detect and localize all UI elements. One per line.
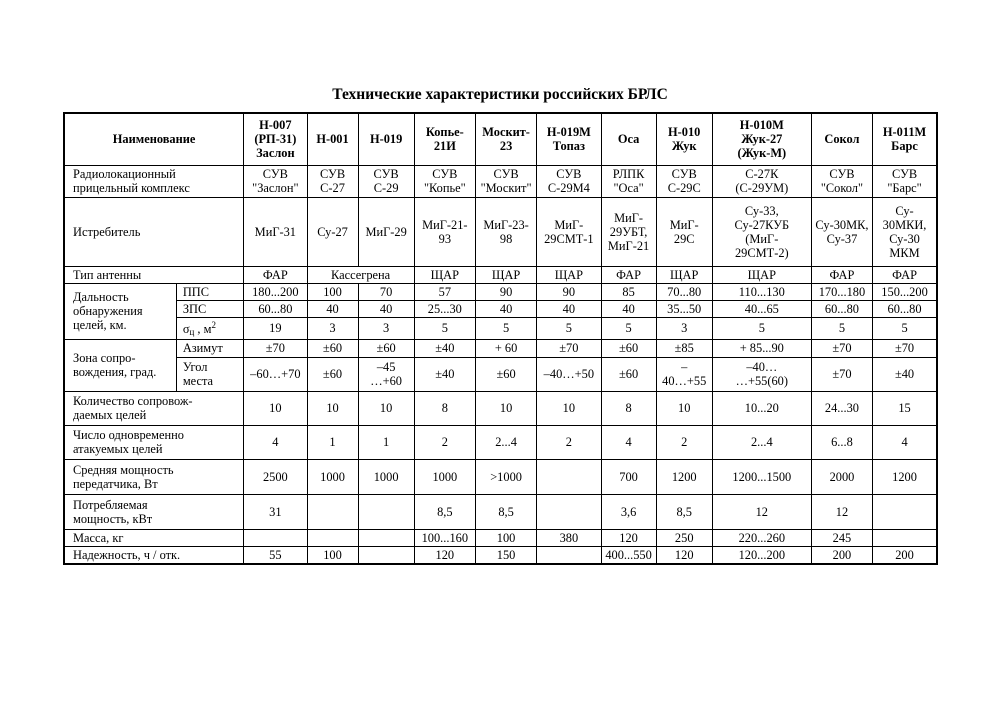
sub-label: Азимут xyxy=(176,339,243,357)
cell: – 40…+55 xyxy=(656,357,712,391)
cell: 120 xyxy=(601,529,656,546)
cell: Су- 30МКИ, Су-30 МКМ xyxy=(873,197,937,266)
cell: 85 xyxy=(601,283,656,300)
cell: 60...80 xyxy=(811,300,872,317)
header-col: Н-019 xyxy=(358,113,414,165)
cell: МиГ-21- 93 xyxy=(414,197,475,266)
cell: ЩАР xyxy=(475,266,536,283)
cell: ±70 xyxy=(244,339,307,357)
sub-label: ЗПС xyxy=(176,300,243,317)
header-col: Копье- 21И xyxy=(414,113,475,165)
cell xyxy=(358,546,414,564)
sub-label: Угол места xyxy=(176,357,243,391)
cell: ФАР xyxy=(811,266,872,283)
cell: 170...180 xyxy=(811,283,872,300)
cell: 8 xyxy=(414,391,475,425)
cell: 5 xyxy=(537,317,601,339)
cell: ±60 xyxy=(601,357,656,391)
cell: 40 xyxy=(475,300,536,317)
cell: 150 xyxy=(475,546,536,564)
cell: >1000 xyxy=(475,459,536,494)
cell: РЛПК "Оса" xyxy=(601,165,656,197)
cell: 1200 xyxy=(873,459,937,494)
cell: СУВ "Копье" xyxy=(414,165,475,197)
cell: 200 xyxy=(873,546,937,564)
cell: 8,5 xyxy=(414,494,475,529)
cell: 4 xyxy=(244,425,307,459)
header-col: Н-001 xyxy=(307,113,358,165)
row-reliability xyxy=(64,546,937,564)
cell: 1 xyxy=(358,425,414,459)
cell xyxy=(537,459,601,494)
row-sigma xyxy=(64,317,937,339)
cell xyxy=(537,494,601,529)
cell: МиГ- 29УБТ, МиГ-21 xyxy=(601,197,656,266)
header-col: Оса xyxy=(601,113,656,165)
cell: 19 xyxy=(244,317,307,339)
cell: 15 xyxy=(873,391,937,425)
cell: 90 xyxy=(475,283,536,300)
cell: ЩАР xyxy=(414,266,475,283)
cell: 4 xyxy=(873,425,937,459)
cell: 25...30 xyxy=(414,300,475,317)
row-attacked xyxy=(64,425,937,459)
cell: 10 xyxy=(358,391,414,425)
cell: СУВ С-27 xyxy=(307,165,358,197)
cell: 12 xyxy=(712,494,811,529)
cell: ±70 xyxy=(537,339,601,357)
cell: МиГ-29 xyxy=(358,197,414,266)
cell: МиГ-23- 98 xyxy=(475,197,536,266)
cell xyxy=(244,529,307,546)
cell: 100...160 xyxy=(414,529,475,546)
cell: ФАР xyxy=(601,266,656,283)
cell: 2 xyxy=(656,425,712,459)
cell: 31 xyxy=(244,494,307,529)
row-pps xyxy=(64,283,937,300)
cell: ±40 xyxy=(414,339,475,357)
cell: ЩАР xyxy=(537,266,601,283)
cell: 8,5 xyxy=(656,494,712,529)
cell: 5 xyxy=(475,317,536,339)
cell: 380 xyxy=(537,529,601,546)
cell: 40 xyxy=(537,300,601,317)
cell: 5 xyxy=(414,317,475,339)
cell: ±40 xyxy=(873,357,937,391)
cell: СУВ "Заслон" xyxy=(244,165,307,197)
cell: 120 xyxy=(414,546,475,564)
cell: 4 xyxy=(601,425,656,459)
row-label: Средняя мощность передатчика, Вт xyxy=(64,459,244,494)
cell: 35...50 xyxy=(656,300,712,317)
row-label: Масса, кг xyxy=(64,529,244,546)
sub-label: ППС xyxy=(176,283,243,300)
cell: 1000 xyxy=(307,459,358,494)
cell: ±70 xyxy=(811,357,872,391)
cell: 24...30 xyxy=(811,391,872,425)
cell: 150...200 xyxy=(873,283,937,300)
cell: 60...80 xyxy=(873,300,937,317)
cell: 1200 xyxy=(656,459,712,494)
cell: ±70 xyxy=(811,339,872,357)
row-antenna xyxy=(64,266,937,283)
cell: ±60 xyxy=(358,339,414,357)
cell: МиГ-31 xyxy=(244,197,307,266)
row-label: Потребляемая мощность, кВт xyxy=(64,494,244,529)
header-col: Н-019М Топаз xyxy=(537,113,601,165)
cell: 2500 xyxy=(244,459,307,494)
cell: Су-33, Су-27КУБ (МиГ- 29СМТ-2) xyxy=(712,197,811,266)
cell: –60…+70 xyxy=(244,357,307,391)
cell: 5 xyxy=(811,317,872,339)
cell: 10 xyxy=(537,391,601,425)
cell xyxy=(358,494,414,529)
row-power xyxy=(64,459,937,494)
cell: ±60 xyxy=(601,339,656,357)
row-tracked xyxy=(64,391,937,425)
cell: 40 xyxy=(601,300,656,317)
cell: 10 xyxy=(307,391,358,425)
header-col: Н-011М Барс xyxy=(873,113,937,165)
cell: 200 xyxy=(811,546,872,564)
cell: Кассегрена xyxy=(307,266,414,283)
cell: СУВ "Москит" xyxy=(475,165,536,197)
cell: МиГ- 29С xyxy=(656,197,712,266)
cell: 12 xyxy=(811,494,872,529)
header-col: Н-010М Жук-27 (Жук-М) xyxy=(712,113,811,165)
cell: 5 xyxy=(712,317,811,339)
cell: 2000 xyxy=(811,459,872,494)
cell: ФАР xyxy=(244,266,307,283)
header-col: Москит- 23 xyxy=(475,113,536,165)
cell: –40…+50 xyxy=(537,357,601,391)
header-name: Наименование xyxy=(64,113,244,165)
cell xyxy=(307,529,358,546)
cell: ±60 xyxy=(307,357,358,391)
cell: 5 xyxy=(601,317,656,339)
cell: 2...4 xyxy=(712,425,811,459)
row-label: Зона сопро- вождения, град. xyxy=(64,339,176,391)
cell: ±70 xyxy=(873,339,937,357)
cell: 10 xyxy=(475,391,536,425)
cell: 60...80 xyxy=(244,300,307,317)
row-label: Тип антенны xyxy=(64,266,244,283)
cell: 1 xyxy=(307,425,358,459)
cell: 3 xyxy=(656,317,712,339)
cell: + 60 xyxy=(475,339,536,357)
row-label: Число одновременно атакуемых целей xyxy=(64,425,244,459)
cell: 1000 xyxy=(358,459,414,494)
row-label: Количество сопровож- даемых целей xyxy=(64,391,244,425)
sub-label-sigma: $\sigma_ц$ , $м^2$ xyxy=(176,317,243,339)
row-fighter xyxy=(64,197,937,266)
cell: –45 …+60 xyxy=(358,357,414,391)
cell: С-27К (С-29УМ) xyxy=(712,165,811,197)
cell: 3 xyxy=(307,317,358,339)
header-col: Сокол xyxy=(811,113,872,165)
header-row xyxy=(64,113,937,165)
radar-specs-table xyxy=(63,112,938,565)
cell: 2 xyxy=(537,425,601,459)
row-complex xyxy=(64,165,937,197)
cell: 70...80 xyxy=(656,283,712,300)
cell: 400...550 xyxy=(601,546,656,564)
cell: 10...20 xyxy=(712,391,811,425)
cell: 57 xyxy=(414,283,475,300)
cell: ±85 xyxy=(656,339,712,357)
cell xyxy=(358,529,414,546)
cell: 180...200 xyxy=(244,283,307,300)
cell: 6...8 xyxy=(811,425,872,459)
cell: 120...200 xyxy=(712,546,811,564)
cell: 10 xyxy=(244,391,307,425)
cell: ±60 xyxy=(475,357,536,391)
cell: 40...65 xyxy=(712,300,811,317)
cell: 120 xyxy=(656,546,712,564)
cell: 40 xyxy=(358,300,414,317)
cell: 100 xyxy=(307,283,358,300)
cell: 3 xyxy=(358,317,414,339)
row-consumed xyxy=(64,494,937,529)
cell: ±60 xyxy=(307,339,358,357)
cell: 110...130 xyxy=(712,283,811,300)
cell: Су-27 xyxy=(307,197,358,266)
cell: 2...4 xyxy=(475,425,536,459)
cell: 245 xyxy=(811,529,872,546)
cell xyxy=(537,546,601,564)
row-label: Радиолокационный прицельный комплекс xyxy=(64,165,244,197)
cell: 1200...1500 xyxy=(712,459,811,494)
cell: 90 xyxy=(537,283,601,300)
cell: 8 xyxy=(601,391,656,425)
row-elevation xyxy=(64,357,937,391)
cell: 5 xyxy=(873,317,937,339)
cell: 2 xyxy=(414,425,475,459)
cell: СУВ С-29 xyxy=(358,165,414,197)
cell: + 85...90 xyxy=(712,339,811,357)
cell: 3,6 xyxy=(601,494,656,529)
cell: 700 xyxy=(601,459,656,494)
cell: 1000 xyxy=(414,459,475,494)
header-col: Н-007 (РП-31) Заслон xyxy=(244,113,307,165)
cell: СУВ "Сокол" xyxy=(811,165,872,197)
row-mass xyxy=(64,529,937,546)
cell: ФАР xyxy=(873,266,937,283)
cell: ЩАР xyxy=(712,266,811,283)
cell: ЩАР xyxy=(656,266,712,283)
row-zps xyxy=(64,300,937,317)
cell: СУВ С-29М4 xyxy=(537,165,601,197)
cell: СУВ "Барс" xyxy=(873,165,937,197)
cell: 10 xyxy=(656,391,712,425)
cell xyxy=(873,494,937,529)
header-col: Н-010 Жук xyxy=(656,113,712,165)
cell: –40… …+55(60) xyxy=(712,357,811,391)
cell xyxy=(873,529,937,546)
row-label: Надежность, ч / отк. xyxy=(64,546,244,564)
cell: 70 xyxy=(358,283,414,300)
cell: ±40 xyxy=(414,357,475,391)
row-label: Дальность обнаружения целей, км. xyxy=(64,283,176,339)
row-azimuth xyxy=(64,339,937,357)
cell: 8,5 xyxy=(475,494,536,529)
cell: СУВ С-29С xyxy=(656,165,712,197)
row-label: Истребитель xyxy=(64,197,244,266)
cell: 55 xyxy=(244,546,307,564)
cell xyxy=(307,494,358,529)
page-title: Технические характеристики российских БРЛС xyxy=(332,86,668,103)
cell: 250 xyxy=(656,529,712,546)
cell: 220...260 xyxy=(712,529,811,546)
cell: 40 xyxy=(307,300,358,317)
cell: 100 xyxy=(475,529,536,546)
cell: 100 xyxy=(307,546,358,564)
cell: Су-30МК, Су-37 xyxy=(811,197,872,266)
cell: МиГ- 29СМТ-1 xyxy=(537,197,601,266)
